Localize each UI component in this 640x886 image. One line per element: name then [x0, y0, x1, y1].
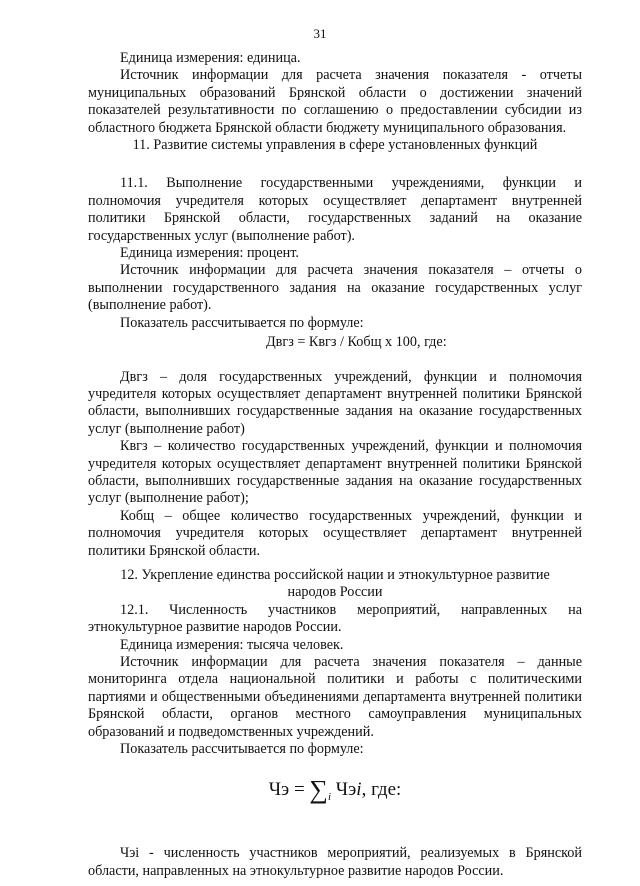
section-12-heading-line1: 12. Укрепление единства российской нации и этнокультурное развитие	[120, 566, 550, 583]
definition-dvgz: Двгз – доля государственных учреждений, функции и полномочия учредителя которых осуществляет департамент внутренней политики Брянской области, выполнивших государственные задания на оказание государственных услуг (выполнение работ)	[88, 368, 582, 437]
document-body	[88, 50, 582, 880]
formula-term-index: i	[356, 779, 362, 801]
formula-che	[88, 775, 582, 809]
section-12-1-source: Источник информации для расчета значения показателя – данные мониторинга отдела национальной политики и работы с политическими партиями и общественными объединениями департамента внутренней политики Брянской области, органов местного самоуправления муниципальных образований и подведомственных учреждений.	[88, 654, 582, 740]
sum-index: i	[327, 791, 332, 804]
formula-term: Чэ	[335, 779, 357, 801]
formula-equals: =	[293, 779, 305, 801]
formula-lhs: Чэ	[268, 779, 290, 801]
sum-symbol: ∑	[309, 775, 328, 805]
section-11-1-unit: Единица измерения: процент.	[120, 245, 299, 262]
section-12-1-calc: Показатель рассчитывается по формуле:	[120, 741, 364, 758]
formula-dvgz: Двгз = Квгз / Кобщ х 100, где:	[266, 334, 447, 351]
formula-tail: , где:	[361, 779, 402, 801]
section-11-1-item: 11.1. Выполнение государственными учреждениями, функции и полномочия учредителя которых осуществляет департамент внутренней политики Брянской области, государственных заданий на оказание государственных услуг (выполнение работ).	[88, 175, 582, 244]
definition-kvgz: Квгз – количество государственных учреждений, функции и полномочия учредителя которых осуществляет департамент внутренней политики Брянской области, выполнивших государственные задания на оказание государственных услуг (выполнение работ);	[88, 438, 582, 507]
section-11-1-source: Источник информации для расчета значения показателя – отчеты о выполнении государственного задания на оказание государственных услуг (выполнение работ).	[88, 262, 582, 314]
section-12-1-unit: Единица измерения: тысяча человек.	[120, 636, 344, 653]
definition-chei: Чэi - численность участников мероприятий, реализуемых в Брянской области, направленных на этнокультурное развитие народов России.	[88, 845, 582, 879]
paragraph-unit: Единица измерения: единица.	[120, 50, 301, 66]
paragraph-source: Источник информации для расчета значения показателя - отчеты муниципальных образований Брянской области о достижении значений показателей результативности по соглашению о предоставлении субсидии из областного бюджета Брянской области бюджету муниципального образования.	[88, 67, 582, 136]
section-11-1-calc: Показатель рассчитывается по формуле:	[120, 314, 364, 331]
page-number: 31	[313, 26, 327, 41]
definition-kobsh: Кобщ – общее количество государственных учреждений, функции и полномочия учредителя которых осуществляет департамент внутренней политики Брянской области.	[88, 507, 582, 559]
section-12-heading-line2: народов России	[287, 584, 383, 601]
section-11-heading: 11. Развитие системы управления в сфере установленных функций	[132, 137, 538, 154]
section-12-1-item: 12.1. Численность участников мероприятий, направленных на этнокультурное развитие народов России.	[88, 601, 582, 636]
